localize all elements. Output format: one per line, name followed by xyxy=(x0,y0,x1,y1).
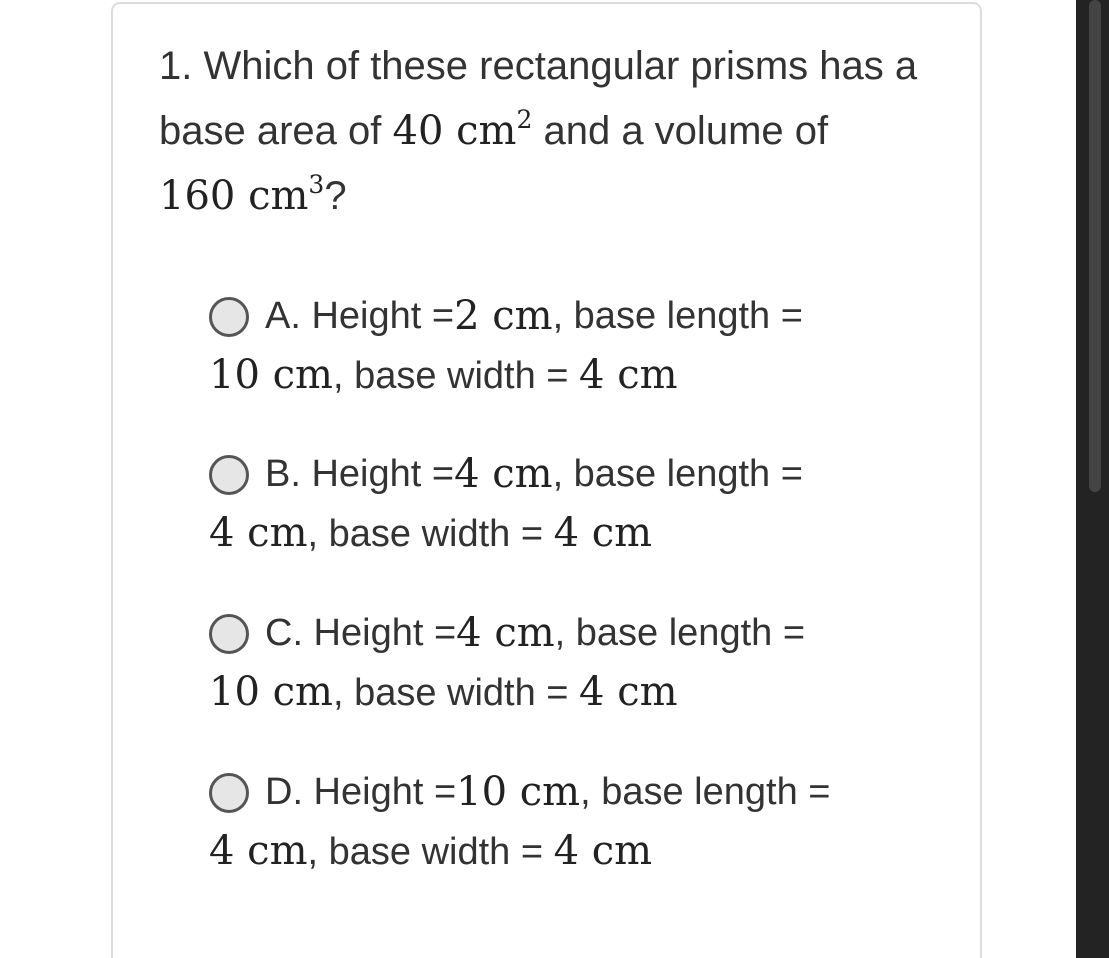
option-c-base-length-label: , base length = xyxy=(554,612,806,654)
volume-value: 160 cm xyxy=(159,173,309,219)
base-area-value: 40 cm xyxy=(392,108,517,154)
option-c-base-width-label: , base width = xyxy=(332,672,580,714)
option-a-letter-label: A. Height = xyxy=(265,295,455,337)
option-a-base-width: 4 cm xyxy=(579,352,678,398)
scrollbar-thumb[interactable] xyxy=(1089,0,1101,492)
option-d-base-length-label: , base length = xyxy=(580,771,831,813)
option-b-base-length-label: , base length = xyxy=(552,453,803,495)
option-d-base-length: 4 cm xyxy=(209,828,308,874)
option-c-base-width: 4 cm xyxy=(579,669,678,715)
question-card xyxy=(111,2,982,958)
option-a-base-length: 10 cm xyxy=(209,352,333,398)
option-d-base-width-label: , base width = xyxy=(307,831,554,873)
radio-button-c[interactable] xyxy=(209,614,249,654)
option-a-base-width-label: , base width = xyxy=(332,355,580,397)
option-a[interactable] xyxy=(209,287,909,406)
option-b-height: 4 cm xyxy=(454,451,553,497)
question-text xyxy=(159,34,939,229)
option-a-height: 2 cm xyxy=(454,293,553,339)
question-text-part-1: 1. Which of these rectangular prisms has a base area of xyxy=(159,44,918,153)
option-b-base-width-label: , base width = xyxy=(307,513,554,555)
option-c-height: 4 cm xyxy=(456,610,555,656)
radio-button-d[interactable] xyxy=(209,773,249,813)
option-b-letter-label: B. Height = xyxy=(265,453,455,495)
option-a-base-length-label: , base length = xyxy=(552,295,803,337)
question-text-part-3: ? xyxy=(324,174,347,218)
option-b-base-width: 4 cm xyxy=(553,510,653,556)
option-d-letter-label: D. Height = xyxy=(265,771,457,813)
option-c-letter-label: C. Height = xyxy=(265,612,457,654)
question-text-part-2: and a volume of xyxy=(532,109,829,153)
option-d-base-width: 4 cm xyxy=(553,828,653,874)
volume-math xyxy=(159,169,325,219)
option-c[interactable] xyxy=(209,604,909,723)
base-area-exponent: 2 xyxy=(516,104,533,134)
option-b-base-length: 4 cm xyxy=(209,510,308,556)
option-d-height: 10 cm xyxy=(456,769,581,815)
radio-button-b[interactable] xyxy=(209,455,249,495)
option-d[interactable] xyxy=(209,763,909,882)
radio-button-a[interactable] xyxy=(209,297,249,337)
volume-exponent: 3 xyxy=(308,169,325,199)
option-b[interactable] xyxy=(209,445,909,564)
base-area-math xyxy=(392,104,533,154)
option-c-base-length: 10 cm xyxy=(209,669,333,715)
